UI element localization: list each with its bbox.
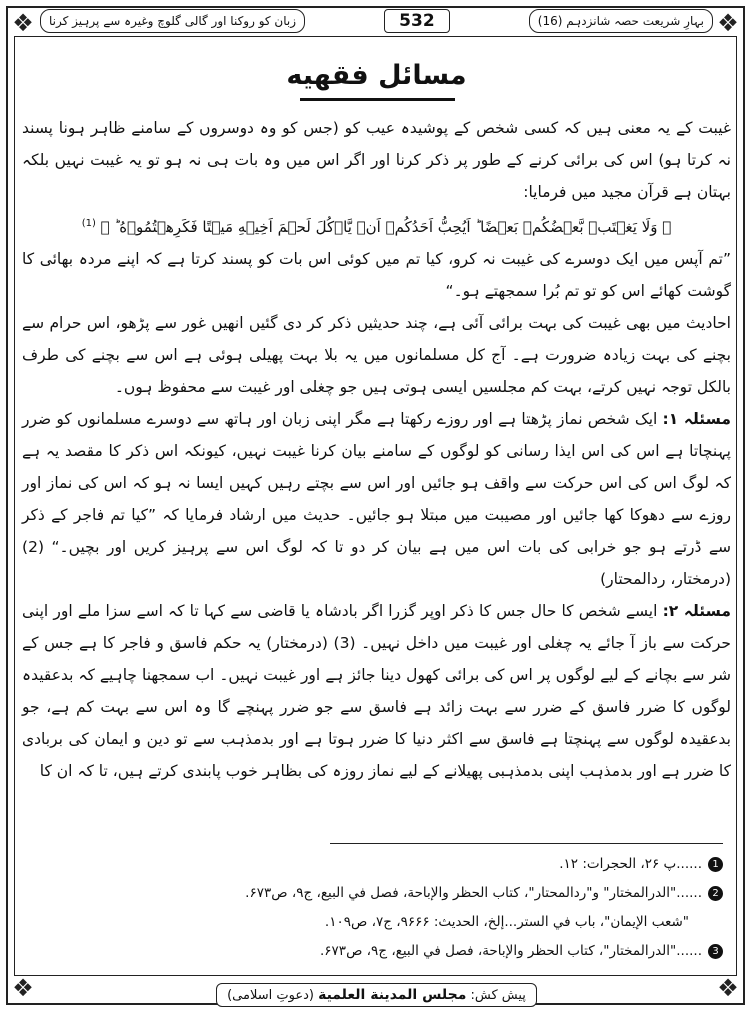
footnote-item [22,850,723,879]
page-header [40,8,713,34]
masala-2 [22,595,731,787]
quran-verse-text: ﴿ وَلَا یَغۡتَبۡ بَّعۡضُكُمۡ بَعۡضًا ؕ اَیُحِبُّ اَحَدُكُمۡ اَنۡ یَّاۡكُلَ لَحۡمَ اَخِیۡهِ مَیۡتًا فَكَرِهۡتُمُوۡهُ ؕ ﴾ [100,218,672,236]
title-underline [300,98,455,101]
footnote-marker: (1) [81,218,96,229]
masala-label: مسئلہ ۱: [662,410,731,428]
publisher-suffix: (دعوتِ اسلامی) [227,988,314,1003]
quran-verse [22,208,731,243]
book-section-label: بہارِ شریعت حصہ شانزدہم (16) [529,9,713,33]
footnote-text: ......پ ۲۶، الحجرات: ۱۲. [559,856,702,872]
publisher-name: مجلس المدینة العلمیة [318,987,467,1003]
footnote-text: ......"الدرالمختار" و"ردالمحتار"، کتاب الحظر والإباحة، فصل في البیع، ج۹، ص۶۷۳. [245,885,702,901]
footnote-number: 3 [708,944,723,959]
main-text [22,112,731,787]
corner-ornament-icon: ❖ [717,9,739,37]
corner-ornament-icon: ❖ [717,974,739,1002]
footnote-separator [330,843,723,844]
masala-text: یہ حکم فاسق و فاجر کا ہے جس کے شر سے بچانے کے لیے لوگوں پر اس کی برائی کھول دینا جائز ہے اور غیبت نہیں۔ اب سمجھنا چاہیے کہ بدعقیدہ لوگوں کا ضرر فاسق کے ضرر سے بہت زائد ہے فاسق سے جو ضرر پہنچے گا وہ اس سے بہت کم ہے، جو بدعقیدہ لوگوں سے پہنچتا ہے فاسق سے اکثر دنیا کا ضرر ہوتا ہے اور بدمذہب سے تو دین و ایمان کی بربادی کا ضرر ہے اور بدمذہب اپنی بدمذہبی پھیلانے کے لیے نماز روزہ کی بظاہر خوب پابندی کرتے ہیں، تا کہ ان کا [22,634,731,780]
footnote-text: "شعب الإیمان"، باب في الستر...إلخ، الحدیث: ۹۶۶۶، ج۷، ص۱۰۹. [324,914,689,930]
footnote-text: ......"الدرالمختار"، کتاب الحظر والإباحة، فصل في البیع، ج۹، ص۶۷۳. [320,943,702,959]
paragraph-intro: غیبت کے یہ معنی ہیں کہ کسی شخص کے پوشیدہ عیب کو (جس کو وہ دوسروں کے سامنے ظاہر ہونا پسند نہ کرتا ہو) اس کی برائی کرنے کے طور پر ذکر کرنا اور اگر اس میں وہ بات ہی نہ ہو تو یہ غیبت نہیں بلکہ بہتان ہے قرآن مجید میں فرمایا: [22,119,731,201]
footnote-number: 1 [708,857,723,872]
footnote-item [22,937,723,966]
masala-1 [22,403,731,595]
corner-ornament-icon: ❖ [12,9,34,37]
masala-label: مسئلہ ۲: [662,602,731,620]
footnote-item [22,908,723,937]
page-title: مسائل فقهیه [286,60,467,91]
footnote-item [22,879,723,908]
footnote-number: 2 [708,886,723,901]
masala-reference: (2) (درمختار، ردالمحتار) [22,538,731,588]
publisher-box [216,983,537,1007]
page-number: 532 [384,9,450,33]
page-footer [0,983,753,1007]
masala-text: ایک شخص نماز پڑھتا ہے اور روزے رکھتا ہے مگر اپنی زبان اور ہاتھ سے دوسرے مسلمانوں کو ضرر پہنچاتا ہے اس کی اس ایذا رسانی کو لوگوں کے سامنے بیان کرنا غیبت نہیں، کیونکہ اس ذکر کا مقصد یہ ہے کہ لوگ اس کی اس حرکت سے واقف ہو جائیں اور اس سے بچتے رہیں کہیں ایسا نہ ہو کہ اس کی نماز اور روزے سے دھوکا کھا جائیں اور مصیبت میں مبتلا ہو جائیں۔ حدیث میں ارشاد فرمایا کہ ”کیا تم فاجر کے ذکر سے ڈرتے ہو جو خرابی کی بات اس میں ہے بیان کر دو تا کہ لوگ اس سے پرہیز کریں اور بچیں۔“ [22,410,731,556]
corner-ornament-icon: ❖ [12,974,34,1002]
footnotes [22,835,723,966]
chapter-label: زبان کو روکنا اور گالی گلوچ وغیرہ سے پرہیز کرنا [40,9,305,33]
paragraph-hadith: احادیث میں بھی غیبت کی بہت برائی آئی ہے، چند حدیثیں ذکر کر دی گئیں انھیں غور سے پڑھو، اس حرام سے بچنے کی بہت زیادہ ضرورت ہے۔ آج کل مسلمانوں میں یہ بلا بہت پھیلی ہوئی ہے اس سے بچنے کی طرف بالکل توجہ نہیں کرتے، بہت کم مجلسیں ایسی ہوتی ہیں جو چغلی اور غیبت سے محفوظ ہوں۔ [22,314,731,396]
footer-prefix: پیش کش: [470,988,526,1003]
verse-translation: ”تم آپس میں ایک دوسرے کی غیبت نہ کرو، کیا تم میں کوئی اس بات کو پسند کرتا ہے کہ اپنے مردہ بھائی کا گوشت کھائے اس کو تو تم بُرا سمجھتے ہو۔“ [22,250,731,300]
masala-reference: (3) (درمختار) [266,634,356,652]
masala-text: ایسے شخص کا حال جس کا ذکر اوپر گزرا اگر بادشاہ یا قاضی سے کہا تا کہ اسے سزا ملے اور اپنی حرکت سے باز آ جائے یہ چغلی اور غیبت میں داخل نہیں۔ [22,602,731,652]
